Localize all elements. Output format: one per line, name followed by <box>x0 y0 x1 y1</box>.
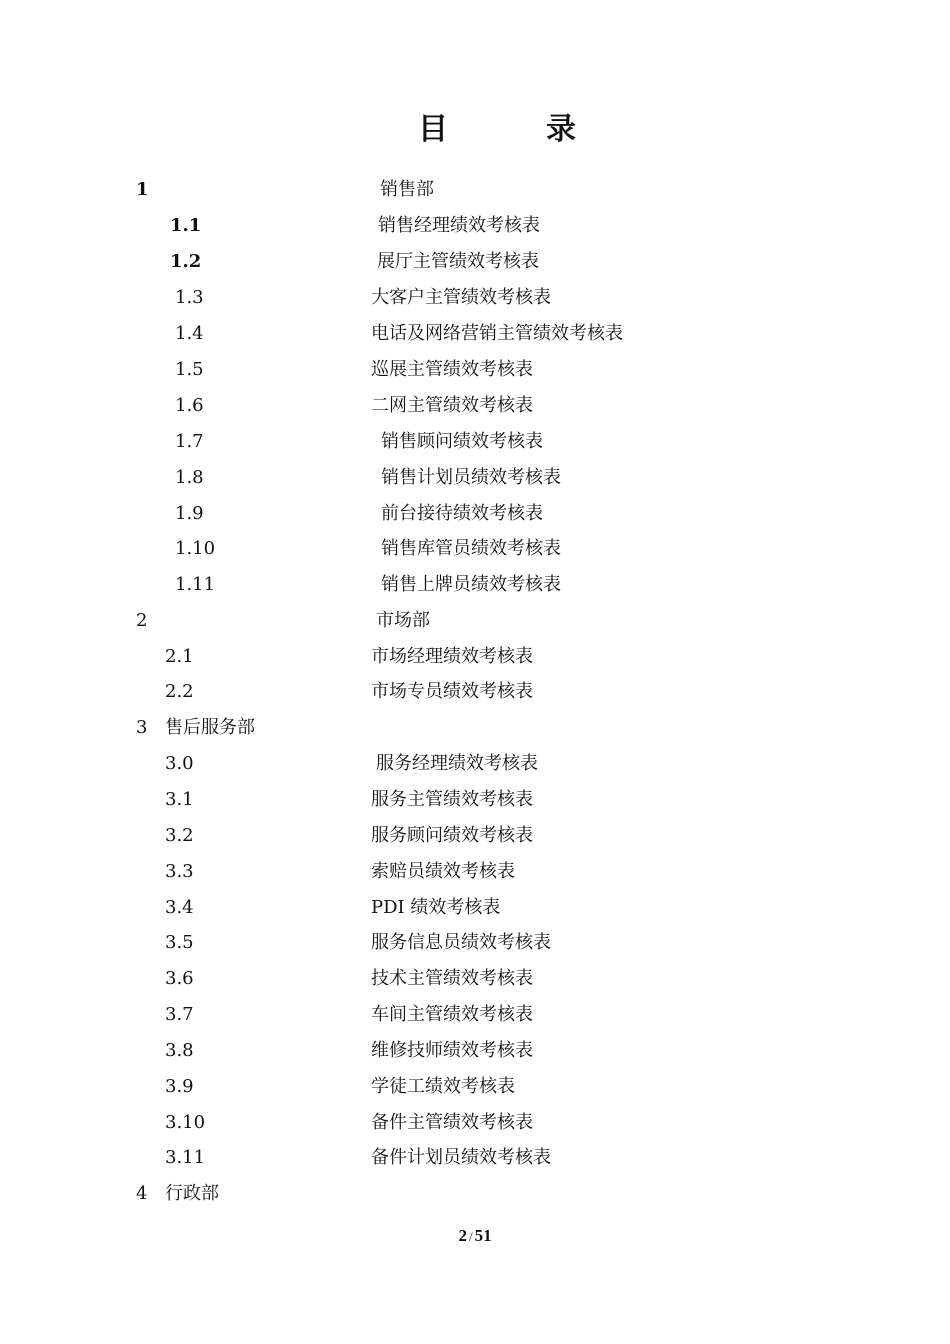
toc-entry-number: 3.10 <box>165 1112 206 1133</box>
toc-entry-number: 3.4 <box>165 897 194 918</box>
toc-entry-label: 二网主管绩效考核表 <box>371 395 533 416</box>
toc-entry-label: 市场部 <box>376 610 430 631</box>
toc-entry-3[interactable] <box>0 713 950 743</box>
toc-entry-1-11[interactable] <box>0 570 950 600</box>
toc-entry-3-7[interactable] <box>0 1000 950 1030</box>
toc-entry-label: 售后服务部 <box>165 717 255 738</box>
toc-entry-3-9[interactable] <box>0 1072 950 1102</box>
toc-entry-number: 1.10 <box>175 538 216 559</box>
toc-entry-number: 2.1 <box>165 646 194 667</box>
toc-entry-label: 销售经理绩效考核表 <box>378 215 540 236</box>
total-pages: 51 <box>474 1226 492 1245</box>
toc-entry-number: 1.3 <box>175 287 204 308</box>
toc-entry-label: 展厅主管绩效考核表 <box>377 251 539 272</box>
toc-entry-label: PDI 绩效考核表 <box>371 897 501 918</box>
toc-entry-label: 备件计划员绩效考核表 <box>371 1147 551 1168</box>
toc-entry-label: 服务主管绩效考核表 <box>371 789 533 810</box>
toc-entry-3-11[interactable] <box>0 1143 950 1173</box>
toc-entry-number: 3.11 <box>165 1147 206 1168</box>
toc-entry-label: 学徒工绩效考核表 <box>371 1076 515 1097</box>
toc-entry-3-1[interactable] <box>0 785 950 815</box>
toc-entry-number: 3.6 <box>165 968 194 989</box>
toc-entry-3-8[interactable] <box>0 1036 950 1066</box>
toc-entry-number: 3.1 <box>165 789 194 810</box>
toc-entry-number: 3.7 <box>165 1004 194 1025</box>
toc-entry-1-1[interactable] <box>0 211 950 241</box>
toc-entry-1-9[interactable] <box>0 499 950 529</box>
toc-entry-label: 销售顾问绩效考核表 <box>381 431 543 452</box>
toc-entry-label: 销售库管员绩效考核表 <box>381 538 561 559</box>
toc-entry-number: 3.2 <box>165 825 194 846</box>
toc-entry-number: 1.1 <box>170 215 202 236</box>
toc-entry-1[interactable] <box>0 175 950 205</box>
toc-entry-3-10[interactable] <box>0 1108 950 1138</box>
toc-entry-label: 市场经理绩效考核表 <box>371 646 533 667</box>
toc-entry-1-6[interactable] <box>0 391 950 421</box>
toc-entry-label: 销售计划员绩效考核表 <box>381 467 561 488</box>
toc-entry-number: 4 <box>136 1183 148 1204</box>
toc-entry-number: 3.9 <box>165 1076 194 1097</box>
toc-entry-label: 服务经理绩效考核表 <box>376 753 538 774</box>
toc-entry-3-0[interactable] <box>0 749 950 779</box>
toc-entry-1-8[interactable] <box>0 463 950 493</box>
toc-entry-number: 1.11 <box>175 574 216 595</box>
toc-entry-number: 3.3 <box>165 861 194 882</box>
toc-entry-label: 维修技师绩效考核表 <box>371 1040 533 1061</box>
toc-entry-label: 索赔员绩效考核表 <box>371 861 515 882</box>
toc-entry-label: 技术主管绩效考核表 <box>371 968 533 989</box>
toc-entry-number: 3.0 <box>165 753 194 774</box>
toc-entry-2[interactable] <box>0 606 950 636</box>
toc-entry-1-3[interactable] <box>0 283 950 313</box>
toc-entry-number: 1.6 <box>175 395 204 416</box>
toc-entry-1-5[interactable] <box>0 355 950 385</box>
toc-entry-2-1[interactable] <box>0 642 950 672</box>
toc-entry-label: 大客户主管绩效考核表 <box>371 287 551 308</box>
toc-entry-1-10[interactable] <box>0 534 950 564</box>
toc-entry-2-2[interactable] <box>0 677 950 707</box>
toc-entry-label: 市场专员绩效考核表 <box>371 681 533 702</box>
toc-entry-1-4[interactable] <box>0 319 950 349</box>
toc-entry-label: 销售部 <box>380 179 434 200</box>
toc-entry-3-5[interactable] <box>0 928 950 958</box>
toc-entry-number: 1.7 <box>175 431 204 452</box>
toc-entry-1-2[interactable] <box>0 247 950 277</box>
toc-entry-3-6[interactable] <box>0 964 950 994</box>
toc-entry-label: 备件主管绩效考核表 <box>371 1112 533 1133</box>
page-number <box>0 1226 950 1246</box>
toc-entry-number: 1.2 <box>170 251 202 272</box>
toc-entry-number: 1.5 <box>175 359 204 380</box>
toc-entry-1-7[interactable] <box>0 427 950 457</box>
toc-entry-number: 3.5 <box>165 932 194 953</box>
toc-entry-label: 巡展主管绩效考核表 <box>371 359 533 380</box>
current-page: 2 <box>458 1226 467 1245</box>
toc-entry-3-4[interactable] <box>0 893 950 923</box>
toc-entry-label: 销售上牌员绩效考核表 <box>381 574 561 595</box>
toc-entry-label: 服务顾问绩效考核表 <box>371 825 533 846</box>
toc-entry-number: 1.9 <box>175 503 204 524</box>
toc-entry-4[interactable] <box>0 1179 950 1209</box>
toc-entry-number: 2 <box>136 610 148 631</box>
title-char-1: 目 <box>418 112 449 147</box>
page-separator: / <box>468 1229 473 1244</box>
toc-entry-3-2[interactable] <box>0 821 950 851</box>
title-char-2: 录 <box>546 112 577 147</box>
toc-entry-3-3[interactable] <box>0 857 950 887</box>
toc-entry-number: 1.8 <box>175 467 204 488</box>
toc-entry-number: 1.4 <box>175 323 204 344</box>
toc-entry-number: 2.2 <box>165 681 194 702</box>
toc-entry-label: 前台接待绩效考核表 <box>381 503 543 524</box>
toc-entry-number: 3.8 <box>165 1040 194 1061</box>
toc-entry-number: 3 <box>136 717 148 738</box>
toc-entry-label: 服务信息员绩效考核表 <box>371 932 551 953</box>
toc-entry-label: 车间主管绩效考核表 <box>371 1004 533 1025</box>
toc-entry-number: 1 <box>136 179 149 200</box>
toc-entry-label: 电话及网络营销主管绩效考核表 <box>371 323 623 344</box>
toc-entry-label: 行政部 <box>165 1183 219 1204</box>
